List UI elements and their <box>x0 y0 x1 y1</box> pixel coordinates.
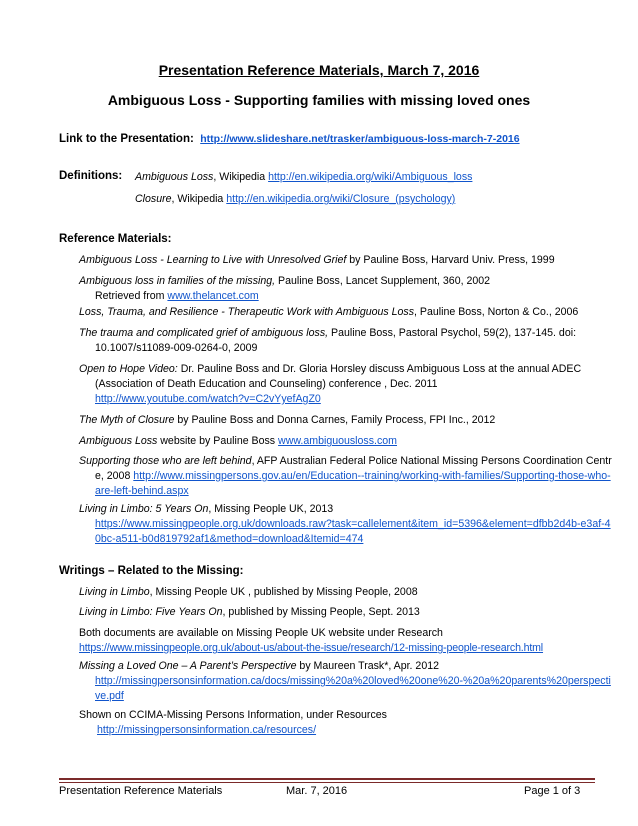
definition-term: Ambiguous Loss <box>135 171 214 183</box>
reference-link[interactable]: www.thelancet.com <box>167 290 259 302</box>
reference-title: Ambiguous Loss <box>79 435 158 447</box>
footer-left: Presentation Reference Materials <box>59 785 223 797</box>
footer-divider <box>59 782 595 783</box>
reference-title: Ambiguous Loss - Learning to Live with Unresolved Grief <box>79 254 347 266</box>
writing-text: , published by Missing People, Sept. 2013 <box>222 606 420 618</box>
writing-item <box>79 626 597 656</box>
definition-link[interactable]: http://en.wikipedia.org/wiki/Ambiguous_loss <box>268 171 473 183</box>
writing-link[interactable]: http://missingpersonsinformation.ca/resources/ <box>97 724 317 736</box>
reference-item <box>79 362 613 407</box>
writing-text: Shown on CCIMA-Missing Persons Information, under Resources <box>79 709 387 721</box>
reference-title: The trauma and complicated grief of ambiguous loss, <box>79 327 329 339</box>
reference-text: Dr. Pauline Boss and Dr. Gloria Horsley discuss Ambiguous Loss at the annual ADEC (Association of Death Education and Counseling) conference , Dec. 2011 <box>95 363 582 390</box>
writing-title: Living in Limbo: Five Years On <box>79 606 223 618</box>
definition-source: , Wikipedia <box>171 193 227 205</box>
reference-text: Pauline Boss, Lancet Supplement, 360, 2002 <box>275 275 491 287</box>
reference-item <box>79 502 613 547</box>
reference-title: Loss, Trauma, and Resilience - Therapeutic Work with Ambiguous Loss <box>79 306 415 318</box>
reference-link[interactable]: https://www.missingpeople.org.uk/downloads.raw?task=callelement&item_id=5396&element=dfbb2d4b-e3af-40bc-a511-b0d819792af1&method=download&Itemid=474 <box>95 518 611 545</box>
reference-text: , Missing People UK, 2013 <box>208 503 334 515</box>
definitions-label: Definitions: <box>59 170 123 182</box>
definition-term: Closure <box>135 193 172 205</box>
reference-text: by Pauline Boss, Harvard Univ. Press, 1999 <box>346 254 555 266</box>
document-title: Presentation Reference Materials, March 7, 2016 <box>158 62 480 78</box>
writing-text: , Missing People UK , published by Missing People, 2008 <box>149 586 418 598</box>
footer-page-number: Page 1 of 3 <box>524 785 581 797</box>
writing-text: Both documents are available on Missing People UK website under Research <box>79 627 443 639</box>
reference-title: Living in Limbo: 5 Years On <box>79 503 209 515</box>
reference-text: Pauline Boss, Pastoral Psychol, 59(2), 137-145. doi: 10.1007/s11089-009-0264-0, 2009 <box>95 327 577 354</box>
reference-title: The Myth of Closure <box>79 414 175 426</box>
presentation-link[interactable]: http://www.slideshare.net/trasker/ambiguous-loss-march-7-2016 <box>200 133 520 145</box>
reference-text: , AFP Australian Federal Police National Missing Persons Coordination Centre, 2008 <box>95 455 612 482</box>
reference-text: Retrieved from <box>95 290 168 302</box>
footer-center: Mar. 7, 2016 <box>286 785 348 797</box>
document-subtitle: Ambiguous Loss - Supporting families with missing loved ones <box>107 92 531 108</box>
reference-item <box>79 274 613 304</box>
reference-item <box>79 434 613 449</box>
reference-text: , Pauline Boss, Norton & Co., 2006 <box>414 306 579 318</box>
reference-title: Supporting those who are left behind <box>79 455 252 467</box>
reference-item <box>79 305 613 320</box>
presentation-link-label: Link to the Presentation: <box>59 133 194 145</box>
definition-item <box>135 192 455 206</box>
presentation-link-row <box>59 133 520 145</box>
definition-link[interactable]: http://en.wikipedia.org/wiki/Closure_(psychology) <box>226 193 456 205</box>
writing-link[interactable]: http://missingpersonsinformation.ca/docs/missing%20a%20loved%20one%20-%20a%20parents%20perspective.pdf <box>95 675 611 702</box>
reference-item <box>79 454 613 499</box>
writing-title: Living in Limbo <box>79 586 150 598</box>
writing-item <box>79 659 613 704</box>
writing-link[interactable]: https://www.missingpeople.org.uk/about-us/about-the-issue/research/12-missing-people-research.html <box>79 642 544 654</box>
writing-item <box>79 708 597 738</box>
reference-text: by Pauline Boss and Donna Carnes, Family Process, FPI Inc., 2012 <box>174 414 496 426</box>
footer-divider <box>59 778 595 780</box>
reference-text: website by Pauline Boss <box>157 435 279 447</box>
reference-title: Ambiguous loss in families of the missing, <box>79 275 276 287</box>
reference-link[interactable]: http://www.youtube.com/watch?v=C2vYyefAgZ0 <box>95 393 321 405</box>
definition-item <box>135 170 472 184</box>
writing-item <box>79 585 613 600</box>
writing-text: by Maureen Trask*, Apr. 2012 <box>296 660 439 672</box>
writing-item <box>79 605 613 620</box>
reference-link[interactable]: www.ambiguousloss.com <box>278 435 397 447</box>
writings-heading: Writings – Related to the Missing: <box>59 565 244 577</box>
reference-item <box>79 413 613 428</box>
reference-title: Open to Hope Video: <box>79 363 178 375</box>
reference-item <box>79 326 613 356</box>
writing-title: Missing a Loved One – A Parent’s Perspective <box>79 660 297 672</box>
reference-link[interactable]: http://www.missingpersons.gov.au/en/Education--training/working-with-families/Supporting-those-who-are-left-behind.aspx <box>95 470 611 497</box>
definition-source: , Wikipedia <box>213 171 269 183</box>
reference-item <box>79 253 613 268</box>
reference-heading: Reference Materials: <box>59 233 172 245</box>
